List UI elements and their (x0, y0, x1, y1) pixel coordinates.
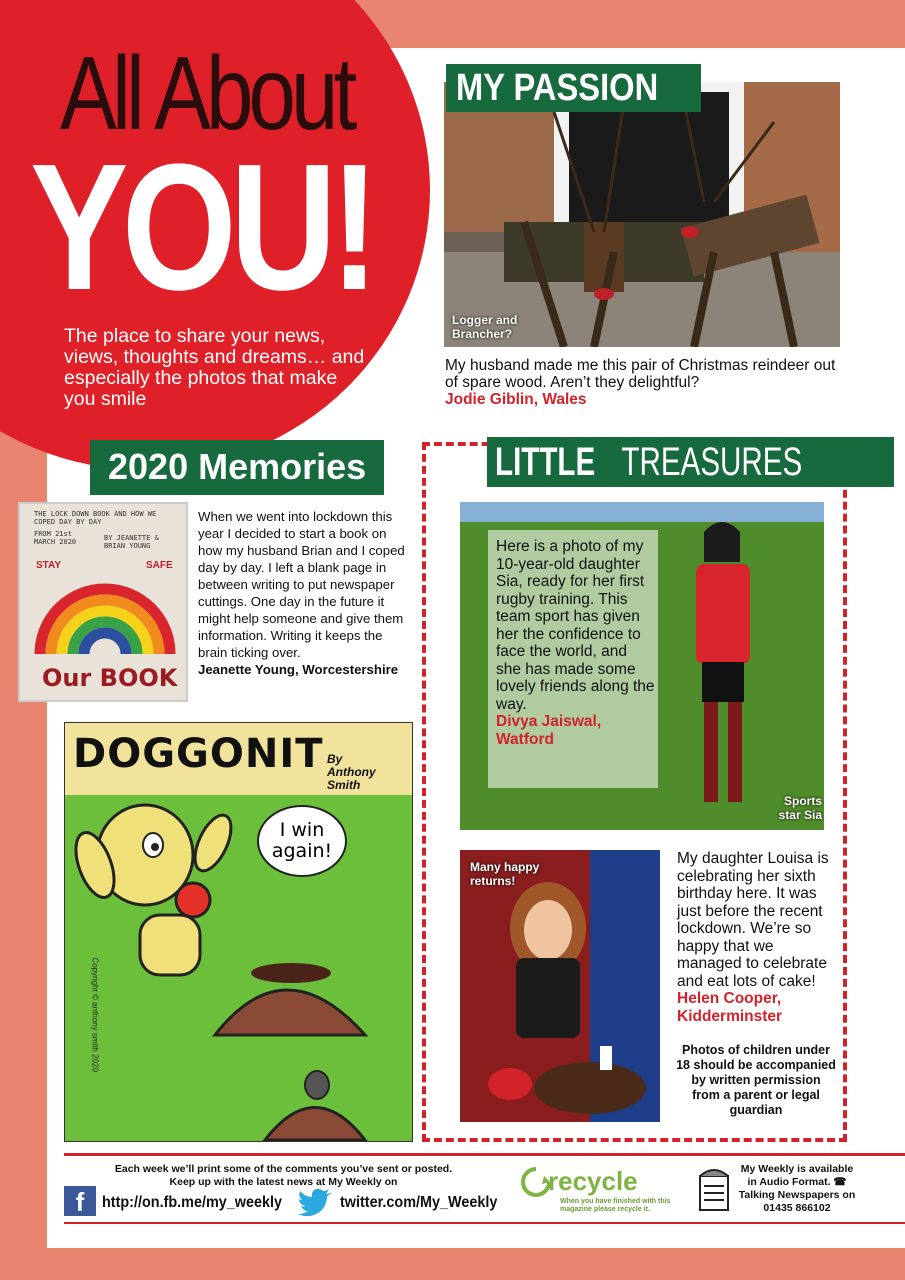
birthday-text-block (677, 850, 837, 1025)
reindeer-photo-caption: Logger and Brancher? (452, 313, 518, 341)
speech-bubble: I win again! (257, 805, 347, 877)
footer-divider-bottom (64, 1222, 905, 1224)
lockdown-book-photo (18, 502, 188, 702)
comic-byline: By Anthony Smith (327, 752, 376, 792)
doggonit-comic (64, 722, 413, 1142)
recycle-message: When you have finished with this magazine please recycle it. (560, 1198, 671, 1213)
passion-text: My husband made me this pair of Christmas reindeer out of spare wood. Aren’t they delightful? (445, 357, 836, 391)
reindeer-illustration (444, 82, 840, 347)
rainbow-icon (32, 564, 178, 654)
rugby-credit: Divya Jaiswal, Watford (496, 713, 602, 748)
book-authors: BY JEANETTE & BRIAN YOUNG (104, 534, 159, 550)
memories-credit: Jeanette Young, Worcestershire (198, 662, 399, 677)
footer-divider-top (64, 1153, 905, 1156)
photo-permission-note: Photos of children under 18 should be accompanied by written permission from a parent or legal guardian (676, 1043, 836, 1117)
birthday-photo (460, 850, 660, 1122)
birthday-photo-caption: Many happy returns! (470, 860, 540, 888)
book-safe: SAFE (146, 560, 173, 571)
comic-title: DOGGONIT (73, 731, 324, 777)
section-label-my-passion: MY PASSION (446, 64, 701, 112)
book-stay: STAY (36, 560, 62, 571)
twitter-link[interactable]: twitter.com/My_Weekly (340, 1194, 498, 1211)
birthday-girl-illustration (460, 850, 660, 1122)
book-heading: THE LOCK DOWN BOOK AND HOW WE COPED DAY BY DAY (34, 510, 157, 526)
title-line-2: YOU! (30, 127, 373, 328)
footer-social-text: Each week we’ll print some of the comments you’ve sent or posted. Keep up with the latest news at My Weekly on (114, 1163, 453, 1188)
memories-text: When we went into lockdown this year I decided to start a book on how my husband Brian and I coped day by day. I left a blank page in between writing to put newspaper cuttings. One day in the future it might help someone and give them information. Writing it keeps the brain ticking over. (198, 509, 405, 660)
book-title: Our BOOK (42, 664, 178, 692)
comic-copyright: Copyright © anthony smith 2020 (90, 957, 100, 1072)
reindeer-photo (444, 82, 840, 347)
talking-newspaper-icon (694, 1166, 734, 1214)
rugby-photo (460, 502, 824, 830)
passion-text-block (445, 357, 845, 408)
recycle-word: recycle (548, 1166, 638, 1196)
rugby-photo-caption: Sports star Sia (778, 794, 822, 822)
section-label-little-treasures: LITTLE TREASURES (487, 437, 894, 487)
twitter-bird-icon[interactable] (298, 1188, 334, 1216)
dog-and-mole-illustration (65, 795, 413, 1142)
comic-author: Anthony Smith (327, 765, 376, 792)
birthday-credit: Helen Cooper, Kidderminster (677, 990, 783, 1025)
facebook-icon[interactable]: f (64, 1186, 96, 1216)
intro-text: The place to share your news, views, thoughts and dreams… and especially the photos that make you smile (64, 325, 365, 410)
title-line-1: All About (60, 36, 353, 152)
book-date: FROM 21st MARCH 2020 (34, 530, 77, 546)
facebook-link[interactable]: http://on.fb.me/my_weekly (102, 1194, 283, 1211)
audio-format-text: My Weekly is available in Audio Format. ☎ Talking Newspapers on 01435 866102 (738, 1163, 856, 1214)
section-label-2020-memories: 2020 Memories (90, 440, 384, 495)
memories-text-block (198, 508, 408, 678)
rugby-text: Here is a photo of my 10-year-old daughter Sia, ready for her first rugby training. This team sport has given her the confidence to face the world, and she has made some lovely friends along the way. (496, 538, 655, 713)
passion-credit: Jodie Giblin, Wales (445, 391, 587, 408)
birthday-text: My daughter Louisa is celebrating her sixth birthday here. It was just before the recent lockdown. We’re so happy that we managed to celebrate and eat lots of cake! (677, 850, 829, 990)
rugby-text-block (496, 538, 656, 748)
